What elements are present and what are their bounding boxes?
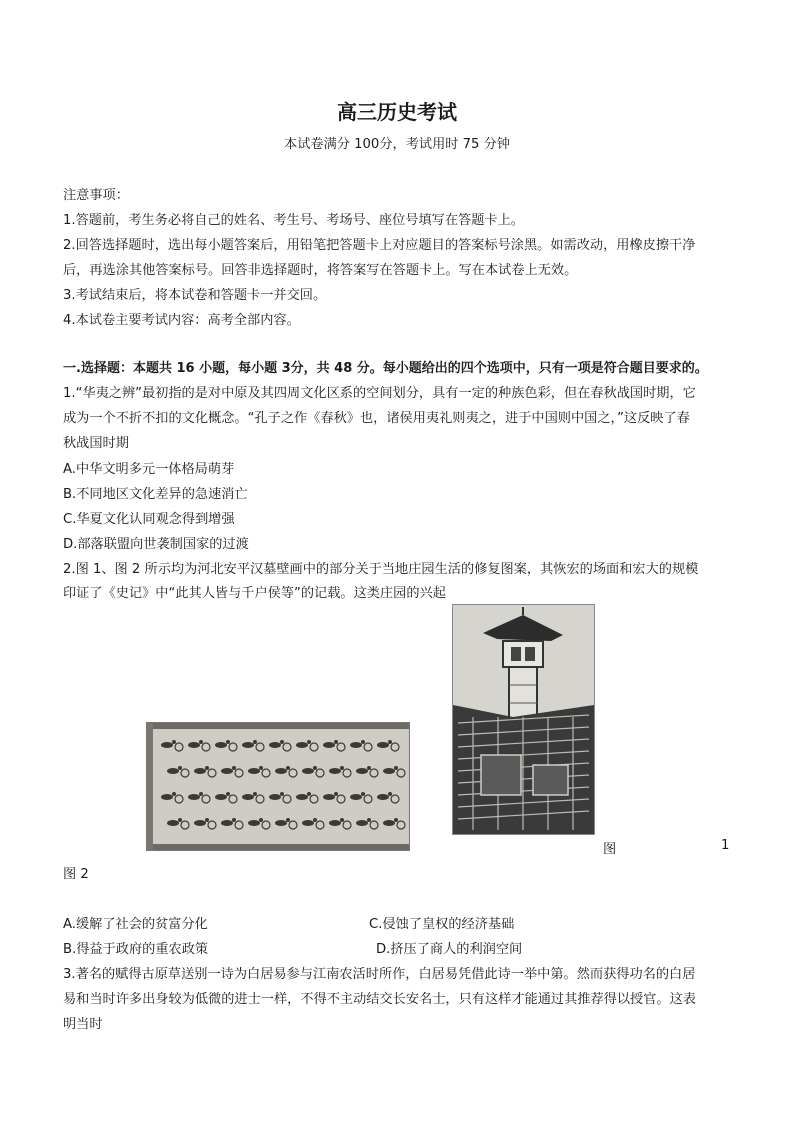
option: C.华夏文化认同观念得到增强 <box>63 512 235 527</box>
figure-1-number: 1 <box>721 838 730 853</box>
option: A.缓解了社会的贫富分化 <box>63 917 208 932</box>
notice-item: 2.回答选择题时，选出每小题答案后，用铅笔把答题卡上对应题目的答案标号涂黑。如需改动，用橡皮擦干净 <box>63 238 696 253</box>
option: B.得益于政府的重农政策 <box>63 942 209 957</box>
question-stem: 3.著名的赋得古原草送别一诗为白居易参与江南农活时所作，白居易凭借此诗一举中第。然而获得功名的白居 <box>63 967 696 982</box>
notice-item: 后，再选涂其他答案标号。回答非选择题时，将答案写在答题卡上。写在本试卷上无效。 <box>63 263 578 278</box>
option: C.侵蚀了皇权的经济基础 <box>369 917 515 932</box>
option: A.中华文明多元一体格局萌芽 <box>63 462 235 477</box>
option: D.部落联盟向世袭制国家的过渡 <box>63 537 249 552</box>
exam-info: 本试卷满分 100分，考试用时 75 分钟 <box>284 137 510 152</box>
notice-item: 4.本试卷主要考试内容：高考全部内容。 <box>63 313 300 328</box>
figure-2-label: 图 2 <box>63 867 89 882</box>
question-stem: 2.图 1、图 2 所示均为河北安平汉墓壁画中的部分关于当地庄园生活的修复图案，其恢宏的场面和宏大的规模 <box>63 562 699 577</box>
option: B.不同地区文化差异的急速消亡 <box>63 487 248 502</box>
notice-item: 1.答题前，考生务必将自己的姓名、考生号、考场号、座位号填写在答题卡上。 <box>63 213 524 228</box>
figure-2-image <box>146 722 410 851</box>
question-stem: 秋战国时期 <box>63 436 129 451</box>
page-title: 高三历史考试 <box>337 100 457 124</box>
figure-1-image <box>452 604 595 835</box>
question-stem: 成为一个不折不扣的文化概念。“孔子之作《春秋》也，诸侯用夷礼则夷之，进于中国则中国之，”这反映了春 <box>63 411 690 426</box>
figure-1-label: 图 <box>603 842 617 857</box>
question-stem: 印证了《史记》中“此其人皆与千户侯等”的记载。这类庄园的兴起 <box>63 586 446 601</box>
notice-item: 3.考试结束后，将本试卷和答题卡一并交回。 <box>63 288 327 303</box>
section-heading: 一.选择题：本题共 16 小题，每小题 3分，共 48 分。每小题给出的四个选项中，只有一项是符合题目要求的。 <box>63 361 708 376</box>
option: D.挤压了商人的利润空间 <box>376 942 523 957</box>
notice-heading: 注意事项： <box>63 188 129 203</box>
question-stem: 1.“华夷之辨”最初指的是对中原及其四周文化区系的空间划分，具有一定的种族色彩，但在春秋战国时期，它 <box>63 386 696 401</box>
question-stem: 易和当时许多出身较为低微的进士一样，不得不主动结交长安名士，只有这样才能通过其推荐得以授官。这表 <box>63 992 696 1007</box>
question-stem: 明当时 <box>63 1017 103 1032</box>
